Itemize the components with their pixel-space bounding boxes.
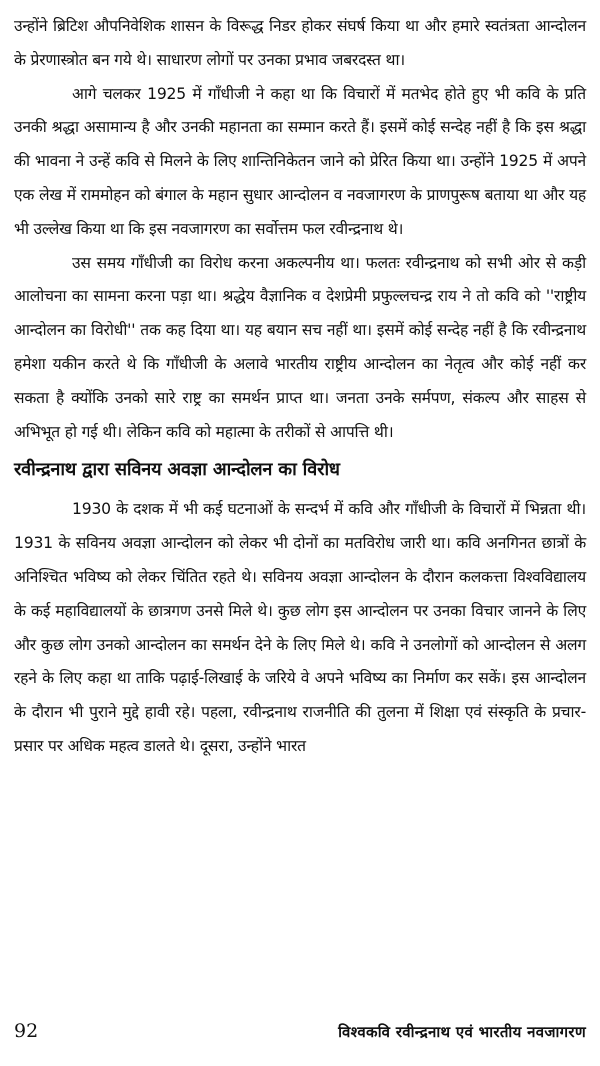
section-paragraph: 1930 के दशक में भी कई घटनाओं के सन्दर्भ में कवि और गाँधीजी के विचारों में भिन्नता थी। 1931 के सविनय अवज्ञा आन्दोलन को लेकर भी दोनों का मतविरोध जारी था। कवि अनगिनत छात्रों के अनिश्चित भविष्य को लेकर चिंतित रहते थे। सविनय अवज्ञा आन्दोलन के दौरान कलकत्ता विश्वविद्यालय के कई महाविद्यालयों के छात्रगण उनसे मिले थे। कुछ लोग इस आन्दोलन पर उनका विचार जानने के लिए और कुछ लोग उनको आन्दोलन का समर्थन देने के लिए मिले थे। कवि ने उनलोगों को आन्दोलन से अलग रहने के लिए कहा था ताकि पढ़ाई-लिखाई के जरिये वे अपने भविष्य का निर्माण कर सकें। इस आन्दोलन के दौरान भी पुराने मुद्दे हावी रहे। पहला, रवीन्द्रनाथ राजनीति की तुलना में शिक्षा एवं संस्कृति के प्रचार-प्रसार पर अधिक महत्व डालते थे। दूसरा, उन्होंने भारत xyxy=(14,500,586,755)
page-number: 92 xyxy=(14,1020,39,1042)
running-title: विश्वकवि रवीन्द्रनाथ एवं भारतीय नवजागरण xyxy=(338,1023,586,1041)
body-paragraph-3: उस समय गाँधीजी का विरोध करना अकल्पनीय था। फलतः रवीन्द्रनाथ को सभी ओर से कड़ी आलोचना का सामना करना पड़ा था। श्रद्धेय वैज्ञानिक व देशप्रेमी प्रफुल्लचन्द्र राय ने तो कवि को ''राष्ट्रीय आन्दोलन का विरोधी'' तक कह दिया था। यह बयान सच नहीं था। इसमें कोई सन्देह नहीं है कि रवीन्द्रनाथ हमेशा यकीन करते थे कि गाँधीजी के अलावे भारतीय राष्ट्रीय आन्दोलन का नेतृत्व और कोई नहीं कर सकता है क्योंकि उनको सारे राष्ट्र का समर्थन प्राप्त था। जनता उनके सर्मपण, संकल्प और साहस से अभिभूत हो गई थी। लेकिन कवि को महात्मा के तरीकों से आपत्ति थी। xyxy=(14,253,586,441)
body-paragraph-1: उन्होंने ब्रिटिश औपनिवेशिक शासन के विरूद्ध निडर होकर संघर्ष किया था और हमारे स्वतंत्रता आन्दोलन के प्रेरणास्त्रोत बन गये थे। साधारण लोगों पर उनका प्रभाव जबरदस्त था। xyxy=(14,17,586,69)
section-heading: रवीन्द्रनाथ द्वारा सविनय अवज्ञा आन्दोलन का विरोध xyxy=(14,459,340,481)
page-footer xyxy=(14,1020,586,1054)
body-paragraph-2: आगे चलकर 1925 में गाँधीजी ने कहा था कि विचारों में मतभेद होते हुए भी कवि के प्रति उनकी श्रद्धा असामान्य है और उनकी महानता का सम्मान करते हैं। इसमें कोई सन्देह नहीं है कि इस श्रद्धा की भावना ने उन्हें कवि से मिलने के लिए शान्तिनिकेतन जाने को प्रेरित किया था। उन्होंने 1925 में अपने एक लेख में राममोहन को बंगाल के महान सुधार आन्दोलन व नवजागरण के प्राणपुरूष बताया था और यह भी उल्लेख किया था कि इस नवजागरण का सर्वोत्तम फल रवीन्द्रनाथ थे। xyxy=(14,84,586,238)
